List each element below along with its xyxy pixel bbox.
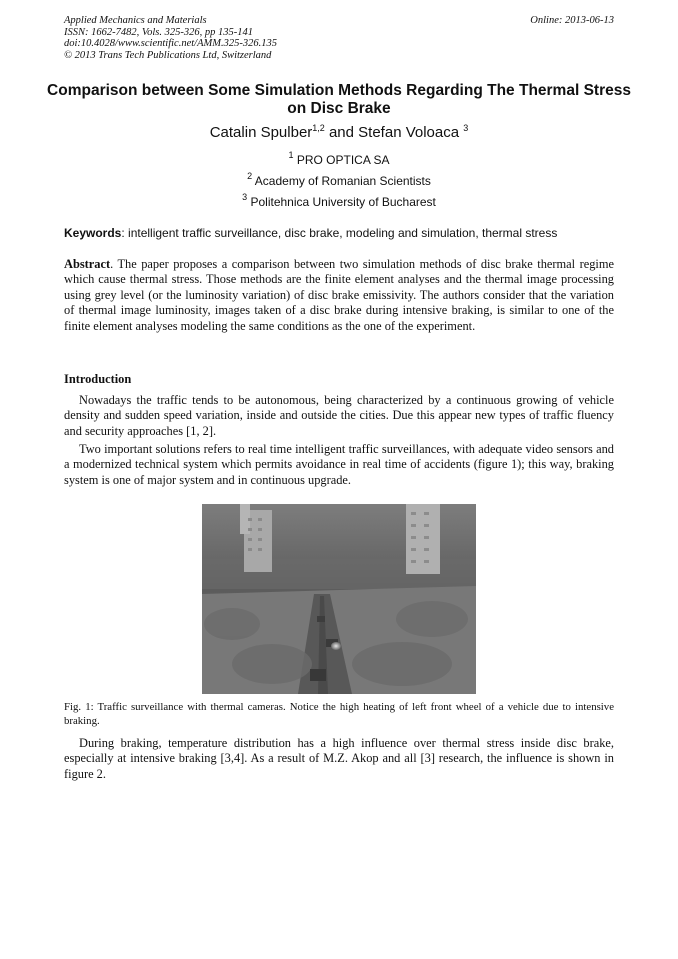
figure-thermal-image — [202, 504, 476, 694]
affiliation: $^1$ PRO OPTICA SA — [288, 150, 390, 167]
author-line — [40, 123, 638, 141]
online-date: Online: 2013-06-13 — [530, 15, 614, 26]
hot-wheel — [331, 642, 341, 650]
abstract-label: Abstract — [64, 257, 111, 271]
copyright-line: © 2013 Trans Tech Publications Ltd, Switzerland — [64, 49, 272, 61]
thermal-scene — [202, 504, 476, 694]
vehicle — [310, 669, 326, 681]
abstract-text: . The paper proposes a comparison between two simulation methods of disc brake thermal regime which cause thermal stress. Those methods are the finite element analyses and the thermal image processing using grey level (or the luminosity variation) of disc brake emissivity. The authors consider that the variation of thermal image luminosity, images taken of a disc brake during intensive braking, is similar to one of the finite element analyses modeling the same conditions as the one of the experiment. — [64, 257, 614, 333]
keywords-text: : intelligent traffic surveillance, disc brake, modeling and simulation, thermal stress — [121, 226, 558, 240]
paper-title: Comparison between Some Simulation Methods Regarding The Thermal Stress on Disc Brake — [47, 82, 631, 117]
abstract — [64, 257, 614, 334]
author-sup: 3 — [463, 123, 469, 133]
running-header — [64, 15, 277, 61]
author-sup: 1,2 — [312, 123, 325, 133]
doi-line: doi:10.4028/www.scientific.net/AMM.325-326.135 — [64, 38, 277, 49]
vehicle — [317, 616, 325, 622]
affiliation: $^2$ Academy of Romanian Scientists — [247, 171, 431, 188]
paragraph: During braking, temperature distribution has a high influence over thermal stress inside disc brake, especially at intensive braking [3,4]. As a result of M.Z. Akop and all [3] research, the influence is shown in figure 2. — [64, 736, 614, 781]
keywords-label: Keywords — [64, 226, 122, 240]
affiliation: $^3$ Politehnica University of Bucharest — [242, 192, 436, 209]
paragraph: Nowadays the traffic tends to be autonomous, being characterized by a continuous growing of vehicle density and sudden speed variation, inside and outside the cities. Due this appear new types of traffic fluency and security approaches [1, 2]. — [64, 393, 614, 438]
journal-name: Applied Mechanics and Materials — [64, 15, 207, 26]
author-name: Catalin Spulber — [209, 124, 313, 141]
author-name: and Stefan Voloaca — [328, 124, 460, 141]
section-heading: Introduction — [64, 372, 132, 386]
figure-caption: Fig. 1: Traffic surveillance with thermal cameras. Notice the high heating of left front wheel of a vehicle due to intensive braking. — [64, 701, 614, 727]
paragraph: Two important solutions refers to real time intelligent traffic surveillances, with adequate video sensors and a modernized technical system which permits avoidance in real time of accidents (figure 1); this way, braking system is one of major system and in continuous upgrade. — [64, 442, 614, 487]
issn-line: ISSN: 1662-7482, Vols. 325-326, pp 135-141 — [64, 26, 253, 38]
keywords — [64, 226, 614, 240]
